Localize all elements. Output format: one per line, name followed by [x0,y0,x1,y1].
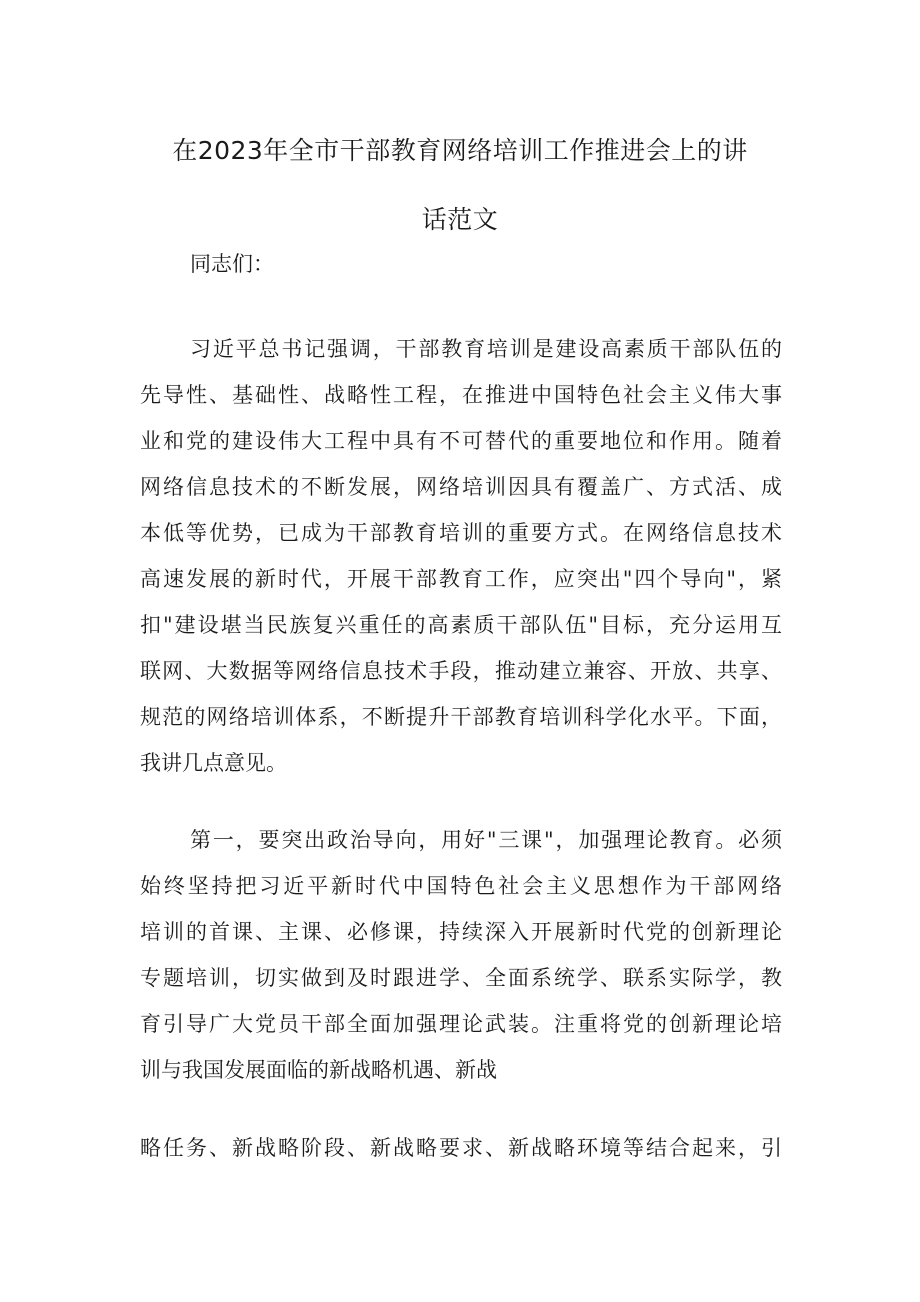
salutation: 同志们： [190,252,274,276]
paragraph-line: 扣"建设堪当民族复兴重任的高素质干部队伍"目标，充分运用互 [140,613,782,637]
paragraph-line: 略任务、新战略阶段、新战略要求、新战略环境等结合起来，引 [140,1136,782,1160]
paragraph-line: 联网、大数据等网络信息技术手段，推动建立兼容、开放、共享、 [140,659,782,683]
paragraph-line: 本低等优势，已成为干部教育培训的重要方式。在网络信息技术 [140,521,782,545]
paragraph-line: 第一，要突出政治导向，用好"三课"，加强理论教育。必须 [190,828,782,852]
paragraph-first-point [140,817,782,1093]
document-title-line-1: 在2023年全市干部教育网络培训工作推进会上的讲 [172,136,748,165]
paragraph-line: 规范的网络培训体系，不断提升干部教育培训科学化水平。下面， [140,705,782,729]
paragraph-line: 育引导广大党员干部全面加强理论武装。注重将党的创新理论培 [140,1012,782,1036]
document-title-line-2: 话范文 [421,205,499,234]
paragraph-line: 专题培训，切实做到及时跟进学、全面系统学、联系实际学，教 [140,966,782,990]
paragraph-line: 先导性、基础性、战略性工程，在推进中国特色社会主义伟大事 [140,383,782,407]
paragraph-line: 习近平总书记强调，干部教育培训是建设高素质干部队伍的 [190,337,782,361]
paragraph-continuation [140,1125,782,1171]
paragraph-line: 高速发展的新时代，开展干部教育工作，应突出"四个导向"，紧 [140,567,782,591]
paragraph-line: 训与我国发展面临的新战略机遇、新战 [140,1058,497,1082]
paragraph-line: 我讲几点意见。 [140,751,287,775]
paragraph-line: 始终坚持把习近平新时代中国特色社会主义思想作为干部网络 [140,874,782,898]
paragraph-line: 培训的首课、主课、必修课，持续深入开展新时代党的创新理论 [140,920,782,944]
paragraph-intro [140,326,782,786]
paragraph-line: 网络信息技术的不断发展，网络培训因具有覆盖广、方式活、成 [140,475,782,499]
paragraph-line: 业和党的建设伟大工程中具有不可替代的重要地位和作用。随着 [140,429,782,453]
